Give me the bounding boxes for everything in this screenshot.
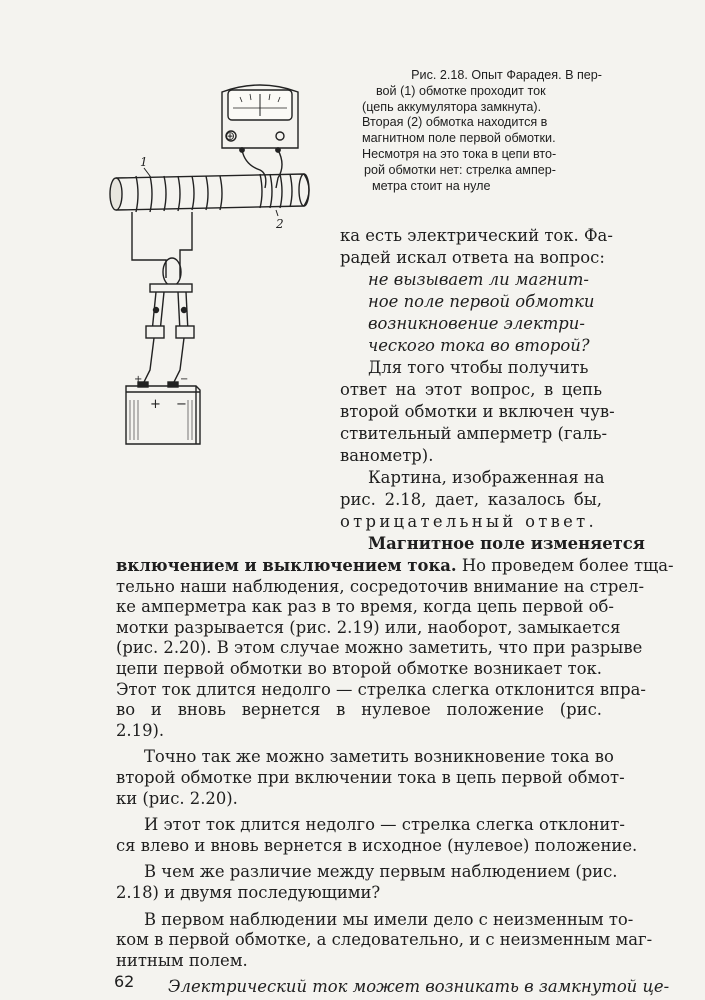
body-line: во и вновь вернется в нулевое положение (рис.: [116, 700, 602, 720]
body-line: Точно так же можно заметить возникновение тока во: [144, 747, 614, 767]
caption-line: вой (1) обмотке проходит ток: [376, 83, 546, 98]
body-line: Для того чтобы получить: [368, 358, 589, 377]
battery-top-minus: −: [180, 374, 189, 385]
body-line: ки (рис. 2.20).: [116, 788, 238, 808]
body-line: ответ на этот вопрос, в цепь: [340, 380, 602, 399]
body-line: Картина, изображенная на: [368, 468, 605, 487]
bold-phrase: включением и выключением тока.: [116, 556, 457, 575]
body-line: ка есть электрический ток. Фа-: [340, 226, 613, 245]
faraday-experiment-figure: [100, 70, 330, 460]
coil-tube-drawing: [110, 168, 309, 216]
caption-line: рой обмотки нет: стрелка ампер-: [364, 162, 556, 177]
caption-line: Рис. 2.18. Опыт Фарадея. В пер-: [411, 68, 602, 82]
ammeter-drawing: [222, 85, 298, 152]
question-line: ческого тока во второй?: [368, 336, 590, 355]
body-line: (рис. 2.20). В этом случае можно заметить, что при разрыве: [116, 638, 643, 658]
body-line: ке амперметра как раз в то время, когда цепь первой об-: [116, 597, 614, 617]
battery-minus-sign: −: [176, 397, 187, 412]
body-line: тельно наши наблюдения, сосредоточив внимание на стрел-: [116, 576, 644, 596]
body-line: 2.19).: [116, 720, 165, 740]
body-line: второй обмотке при включении тока в цепь первой обмот-: [116, 768, 625, 787]
figure-caption: [362, 68, 602, 194]
body-line: рис. 2.18, дает, казалось бы,: [340, 490, 602, 509]
body-line: второй обмотки и включен чув-: [340, 402, 615, 421]
coil-1-label: 1: [140, 155, 148, 169]
switch-drawing: [146, 258, 194, 338]
body-line: 2.18) и двумя последующими?: [116, 883, 381, 902]
body-line: мотки разрывается (рис. 2.19) или, наоборот, замыкается: [116, 617, 621, 637]
question-line: возникновение электри-: [368, 314, 585, 333]
ammeter-terminal-symbol: ⊕: [225, 129, 236, 143]
battery-plus-sign: +: [150, 397, 161, 412]
question-line: не вызывает ли магнит-: [368, 270, 589, 289]
body-line: И этот ток длится недолго — стрелка слегка отклонит-: [144, 815, 625, 835]
body-line: отрицательный ответ.: [340, 512, 598, 531]
body-line: ванометр).: [340, 446, 434, 465]
body-line: В первом наблюдении мы имели дело с неизменным то-: [144, 909, 634, 929]
body-line: ком в первой обмотке, а следовательно, и с неизменным маг-: [116, 930, 653, 950]
caption-line: (цепь аккумулятора замкнута).: [362, 99, 542, 114]
emphasis-line: Электрический ток может возникать в замкнутой це-: [168, 977, 670, 997]
body-line: радей искал ответа на вопрос:: [340, 248, 605, 267]
caption-line: магнитном поле первой обмотки.: [362, 131, 556, 146]
body-line: Этот ток длится недолго — стрелка слегка отклонится впра-: [116, 679, 646, 699]
caption-line: Вторая (2) обмотка находится в: [362, 115, 548, 130]
battery-top-plus: +: [134, 374, 143, 385]
body-line: цепи первой обмотки во второй обмотке возникает ток.: [116, 659, 602, 678]
coil-2-label: 2: [276, 217, 284, 231]
body-line: В чем же различие между первым наблюдением (рис.: [144, 862, 618, 882]
question-line: ное поле первой обмотки: [368, 292, 595, 311]
page-number: 62: [114, 972, 135, 991]
body-line: [116, 556, 674, 576]
body-line: ствительный амперметр (галь-: [340, 424, 608, 443]
battery-drawing: [126, 382, 200, 444]
caption-line: метра стоит на нуле: [372, 178, 491, 193]
bold-heading-line: Магнитное поле изменяется: [368, 534, 645, 553]
caption-line: Несмотря на это тока в цепи вто-: [362, 146, 557, 161]
body-line: ся влево и вновь вернется в исходное (нулевое) положение.: [116, 835, 638, 855]
body-line: нитным полем.: [116, 950, 248, 970]
body-phrase: Но проведем более тща-: [456, 556, 674, 575]
